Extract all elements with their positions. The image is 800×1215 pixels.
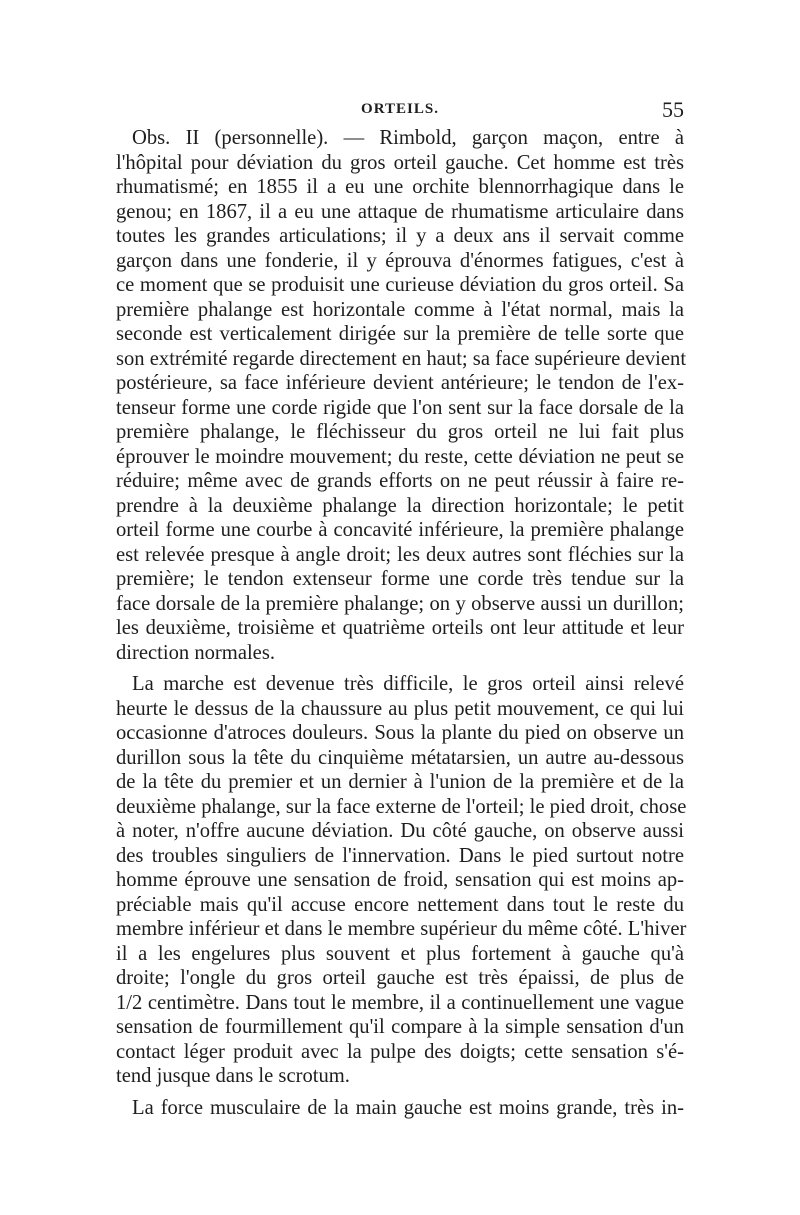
text-line: 1/2 centimètre. Dans tout le membre, il a continuellement une vague <box>116 991 684 1014</box>
paragraph <box>116 672 687 1089</box>
text-line: occasionne d'atroces douleurs. Sous la plante du pied on observe un <box>116 722 684 744</box>
text-line: face dorsale de la première phalange; on y observe aussi un durillon; <box>116 592 684 615</box>
paragraph-gap <box>116 1089 684 1096</box>
text-line: rhumatismé; en 1855 il a eu une orchite blennorrhagique dans le <box>116 176 684 198</box>
text-line: son extrémité regarde directement en haut; sa face supérieure devient <box>116 347 687 370</box>
text-line: membre inférieur et dans le membre supérieur du même côté. L'hiver <box>116 918 687 940</box>
text-line: tend jusque dans le scrotum. <box>116 1065 350 1087</box>
page-number: 55 <box>662 97 684 122</box>
text-line: l'hôpital pour déviation du gros orteil gauche. Cet homme est très <box>116 151 684 174</box>
running-head <box>116 97 684 123</box>
text-line: La marche est devenue très difficile, le gros orteil ainsi relevé <box>132 673 684 695</box>
text-line: préciable mais qu'il accuse encore nettement dans tout le reste du <box>116 893 684 916</box>
text-line: première phalange est horizontale comme à l'état normal, mais la <box>116 298 684 321</box>
text-line: ce moment que se produisit une curieuse déviation du gros orteil. Sa <box>116 274 684 296</box>
text-line: est relevée presque à angle droit; les deux autres sont fléchies sur la <box>116 543 684 566</box>
text-line: il a les engelures plus souvent et plus fortement à gauche qu'à <box>116 942 684 965</box>
text-line: contact léger produit avec la pulpe des doigts; cette sensation s'é- <box>116 1040 684 1063</box>
text-line: direction normales. <box>116 641 275 664</box>
text-line: les deuxième, troisième et quatrième orteils ont leur attitude et leur <box>116 617 684 639</box>
text-line: La force musculaire de la main gauche est moins grande, très in- <box>132 1096 684 1119</box>
text-line: de la tête du premier et un dernier à l'union de la première et de la <box>116 771 684 793</box>
text-line: Obs. II (personnelle). — Rimbold, garçon maçon, entre à <box>132 127 684 149</box>
text-line: droite; l'ongle du gros orteil gauche est très épaissi, de plus de <box>116 967 684 989</box>
text-line: heurte le dessus de la chaussure au plus petit mouvement, ce qui lui <box>116 697 684 720</box>
paragraph <box>116 1096 684 1121</box>
text-line: homme éprouve une sensation de froid, sensation qui est moins ap- <box>116 869 684 891</box>
paragraph <box>116 126 687 665</box>
text-line: première phalange, le fléchisseur du gros orteil ne lui fait plus <box>116 421 684 443</box>
text-line: orteil forme une courbe à concavité inférieure, la première phalange <box>116 519 684 541</box>
text-line: postérieure, sa face inférieure devient antérieure; le tendon de l'ex- <box>116 372 684 394</box>
text-line: des troubles singuliers de l'innervation. Dans le pied surtout notre <box>116 844 684 867</box>
text-line: sensation de fourmillement qu'il compare à la simple sensation d'un <box>116 1016 684 1038</box>
text-line: seconde est verticalement dirigée sur la première de telle sorte que <box>116 323 684 345</box>
text-line: réduire; même avec de grands efforts on ne peut réussir à faire re- <box>116 470 684 492</box>
text-line: première; le tendon extenseur forme une corde très tendue sur la <box>116 568 684 590</box>
text-line: toutes les grandes articulations; il y a deux ans il servait comme <box>116 225 684 247</box>
text-line: garçon dans une fonderie, il y éprouva d'énormes fatigues, c'est à <box>116 249 684 272</box>
running-title: ORTEILS. <box>361 101 439 117</box>
paragraph-gap <box>116 665 684 672</box>
body-text <box>116 126 687 1120</box>
text-line: tenseur forme une corde rigide que l'on sent sur la face dorsale de la <box>116 396 684 419</box>
text-line: genou; en 1867, il a eu une attaque de rhumatisme articulaire dans <box>116 200 684 223</box>
text-line: deuxième phalange, sur la face externe de l'orteil; le pied droit, chose <box>116 795 687 818</box>
text-line: prendre à la deuxième phalange la direction horizontale; le petit <box>116 494 684 517</box>
text-line: éprouver le moindre mouvement; du reste, cette déviation ne peut se <box>116 445 684 468</box>
text-line: durillon sous la tête du cinquième métatarsien, un autre au-dessous <box>116 746 684 769</box>
text-line: à noter, n'offre aucune déviation. Du côté gauche, on observe aussi <box>116 820 684 842</box>
